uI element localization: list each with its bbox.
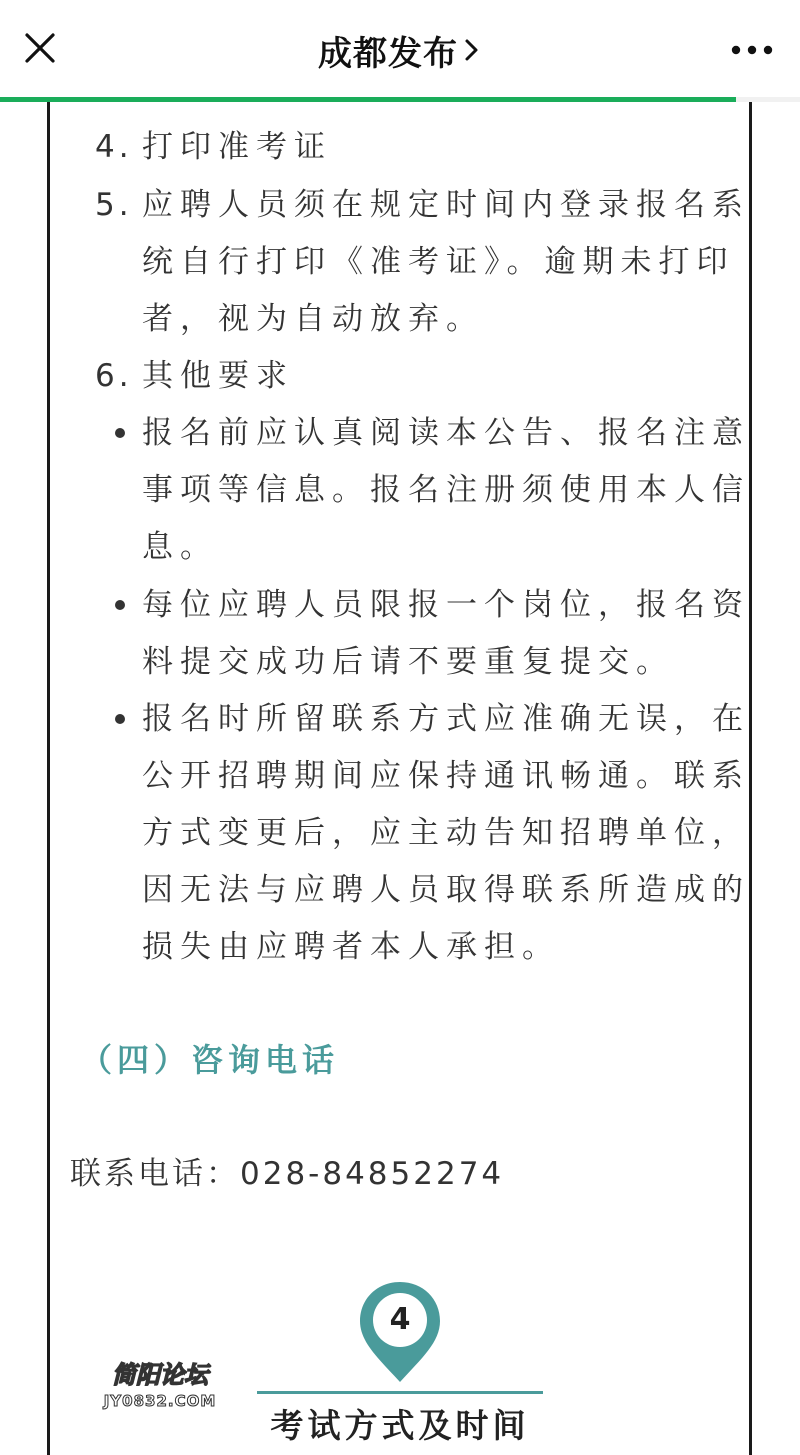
bullet-text: 报名前应认真阅读本公告、报名注意 (142, 415, 750, 451)
list-item-text: 者，视为自动放弃。 (142, 301, 484, 337)
bullet-text: 公开招聘期间应保持通讯畅通。联系 (142, 758, 750, 794)
bullet-text: 报名时所留联系方式应准确无误，在 (142, 701, 750, 737)
bullet-dot (115, 428, 125, 438)
watermark-text: 简阳论坛 (112, 1361, 208, 1389)
section-heading-consult-phone: （四）咨询电话 (80, 1041, 340, 1079)
step-divider (257, 1391, 543, 1394)
bullet-dot (115, 600, 125, 610)
forum-watermark (100, 1360, 220, 1420)
list-item-text: 打印准考证 (142, 129, 332, 165)
list-item-text: 统自行打印《准考证》。逾期未打印 (142, 244, 735, 280)
bullet-text: 息。 (142, 529, 218, 565)
step-title: 考试方式及时间 (270, 1406, 530, 1445)
bullet-text: 损失由应聘者本人承担。 (142, 929, 560, 965)
list-number: 5. (95, 187, 133, 223)
bullet-text: 因无法与应聘人员取得联系所造成的 (142, 872, 750, 908)
phone-label: 联系电话： (70, 1156, 240, 1192)
list-number: 4. (95, 129, 133, 165)
page-title: 成都发布 (318, 33, 458, 74)
bullet-dot (115, 714, 125, 724)
bullet-text: 方式变更后，应主动告知招聘单位， (142, 815, 750, 851)
step-number: 4 (389, 1302, 411, 1337)
watermark-domain: JY0832.COM (103, 1392, 217, 1410)
bullet-text: 事项等信息。报名注册须使用本人信 (142, 472, 750, 508)
list-item-text: 应聘人员须在规定时间内登录报名系 (142, 187, 750, 223)
list-number: 6. (95, 358, 133, 394)
phone-number-link[interactable]: 028-84852274 (240, 1156, 505, 1192)
contact-phone-line (70, 1154, 504, 1194)
bullet-text: 每位应聘人员限报一个岗位，报名资 (142, 587, 750, 623)
bullet-text: 料提交成功后请不要重复提交。 (142, 644, 674, 680)
list-item-text: 其他要求 (142, 358, 294, 394)
